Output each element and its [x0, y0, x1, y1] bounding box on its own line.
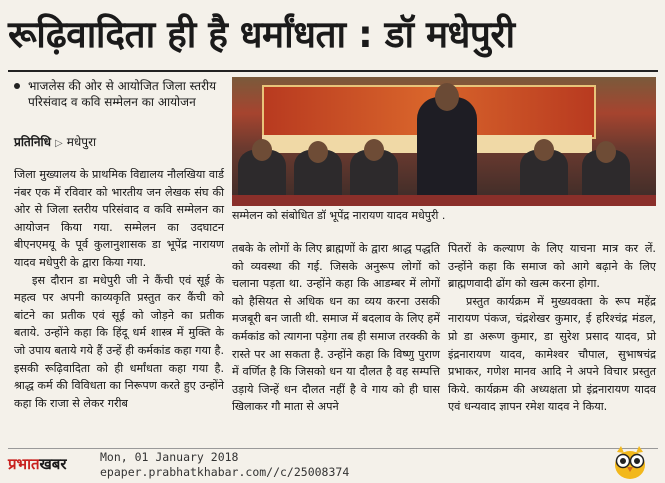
paragraph: जिला मुख्यालय के प्राथमिक विद्यालय नौलखिया वार्ड नंबर एक में रविवार को भारतीय जन लेखक संघ की ओर से जिला स्तरीय परिसंवाद व कवि सम्मेलन का आयोजन किया गया. सम्मेलन का उदघाटन बीएनएमयू के पूर्व कुलानुशासक डा भूपेंद्र नारायण यादव मधेपुरी के द्वारा किया गया.	[14, 168, 224, 269]
byline-place: मधेपुरा	[66, 135, 97, 149]
paragraph: प्रस्तुत कार्यक्रम में मुख्यवक्ता के रूप महेंद्र नारायण पंकज, चंद्रशेखर कुमार, ई हरिश्चंद्र मंडल, प्रो डा अरूण कुमार, डा सुरेश प्रसाद यादव, प्रो इंद्रनारायण यादव, कामेश्वर चौपाल, सुभाषचंद्र प्रभाकर, गणेश मानव आदि ने अपने विचार प्रस्तुत किये. कार्यक्रम की अध्यक्षता प्रो इंद्रनारायण यादव एवं धन्यवाद ज्ञापन रमेश यादव ने किया.	[448, 294, 656, 414]
photo-speaker	[417, 97, 477, 206]
paragraph: पितरों के कल्याण के लिए याचना मात्र कर लें. उन्होंने कहा कि समाज को आगे बढ़ाने के लिए ब्राह्मणवादी ढोंग को खत्म करना होगा.	[448, 242, 656, 291]
byline	[14, 134, 224, 152]
logo-part2: खबर	[39, 455, 67, 473]
photo-guest-head	[308, 141, 328, 163]
triangle-icon: ▷	[55, 138, 63, 149]
article-column-2	[232, 240, 440, 416]
news-photo	[232, 77, 656, 206]
owl-mascot-icon	[610, 444, 650, 480]
newspaper-logo	[8, 452, 96, 476]
photo-caption: सम्मेलन को संबोधित डॉ भूपेंद्र नारायण यादव मधेपुरी .	[232, 209, 446, 222]
footer-rule	[8, 448, 658, 449]
article-column-3	[448, 240, 656, 416]
subheadline-block	[14, 78, 224, 110]
logo-part1: प्रभात	[8, 455, 40, 473]
footer-meta	[100, 450, 460, 480]
paragraph: तबके के लोगों के लिए ब्राह्मणों के द्वारा श्राद्ध पद्धति को व्यवस्था की गई. जिसके अनुरूप लोगों को चलाना पड़ता था. उन्होंने कहा कि आडम्बर में लोगों को हैसियत से अधिक धन का व्यय करना उसकी मजबूरी बन जाती थी. समाज में बदलाव के लिए हमें कर्मकांड को त्यागना पड़ेगा तब ही समाज तरक्की के रास्ते पर आ सकता है. उन्होंने कहा कि विष्णु पुराण में वर्णित है कि जिसको धन या दौलत है वह सम्पत्ति उड़ाये जिन्हें धन दौलत नहीं है वे गाय को ही घास खिलाकर गौ माता से अपने	[232, 242, 440, 414]
headline-rule	[8, 70, 658, 72]
bullet-icon	[14, 83, 20, 89]
headline: रूढ़िवादिता ही है धर्मांधता : डॉ मधेपुरी	[8, 13, 515, 56]
paragraph: इस दौरान डा मधेपुरी जी ने कैंची एवं सूई के महत्व पर अपनी काव्यकृति प्रस्तुत कर कैंची को बांटने का प्रतीक एवं सूई को जोड़ने का प्रतीक बताये. उन्होंने कहा कि हिंदू धर्म शास्त्र में मुक्ति के जो उपाय बताये गये हैं उन्हें ही कर्मकांड कहा गया है. इसकी रूढ़िवादिता को ही धर्मांधता कहा गया है. श्राद्ध कर्म की विविधता का निरूपण करते हुए उन्होंने कहा कि राजा से लेकर गरीब	[14, 273, 224, 410]
epaper-url[interactable]: epaper.prabhatkhabar.com//c/25008374	[100, 465, 350, 479]
photo-guest-head	[596, 141, 616, 163]
photo-speaker-head	[435, 83, 459, 111]
edition-date: Mon, 01 January 2018	[100, 450, 239, 464]
article-column-1	[14, 166, 224, 412]
photo-guest-head	[534, 139, 554, 161]
photo-table	[232, 195, 656, 206]
subheadline: भाजलेस की ओर से आयोजित जिला स्तरीय परिसंवाद व कवि सम्मेलन का आयोजन	[28, 79, 217, 109]
byline-source: प्रतिनिधि	[14, 135, 52, 149]
photo-guest-head	[252, 139, 272, 161]
photo-guest-head	[364, 139, 384, 161]
